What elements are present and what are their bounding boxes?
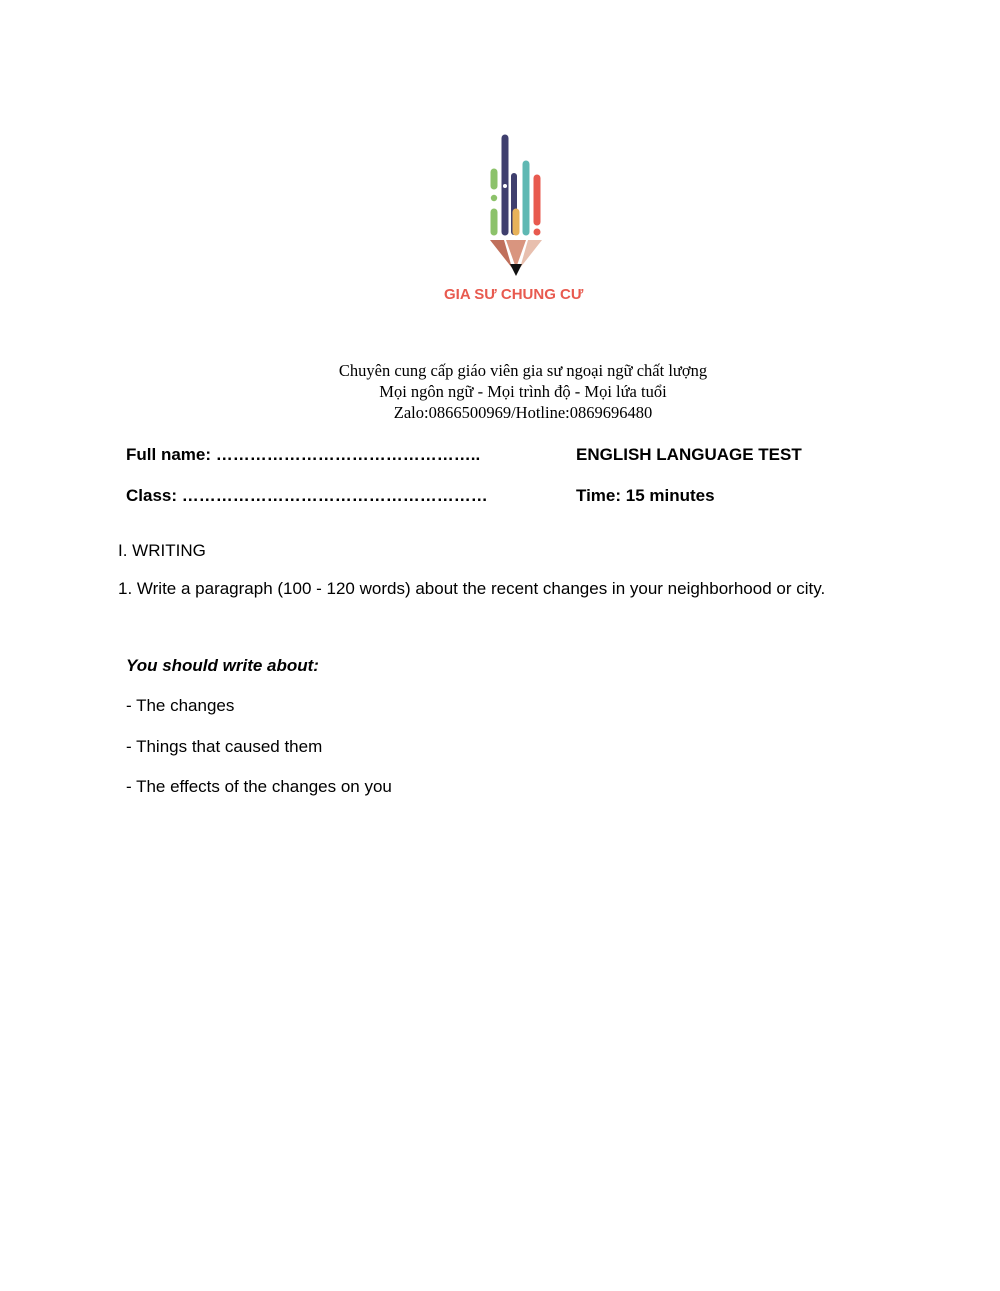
list-item: - The changes xyxy=(126,696,235,715)
test-title: ENGLISH LANGUAGE TEST xyxy=(576,445,802,464)
prompt-text: You should write about: xyxy=(126,656,319,675)
logo xyxy=(440,128,600,308)
full-name-field: Full name: ……………………………………….. xyxy=(126,445,481,464)
brand-text: GIA SƯ CHUNG CƯ xyxy=(444,286,584,303)
class-field: Class: ……………………………………………… xyxy=(126,486,488,505)
list-item: - Things that caused them xyxy=(126,737,323,756)
list-item: - The effects of the changes on you xyxy=(126,777,392,796)
tagline-line-2: Mọi ngôn ngữ - Mọi trình độ - Mọi lứa tuổi xyxy=(379,382,667,401)
tagline-line-3: Zalo:0866500969/Hotline:0869696480 xyxy=(393,403,653,422)
time-label: Time: 15 minutes xyxy=(576,486,715,505)
tagline-line-1: Chuyên cung cấp giáo viên gia sư ngoại ngữ chất lượng xyxy=(338,361,708,380)
pencil-logo-icon xyxy=(440,128,600,308)
tagline xyxy=(0,360,1000,423)
section-heading: I. WRITING xyxy=(118,541,206,560)
question-text: 1. Write a paragraph (100 - 120 words) about the recent changes in your neighborhood or city. xyxy=(118,579,826,598)
